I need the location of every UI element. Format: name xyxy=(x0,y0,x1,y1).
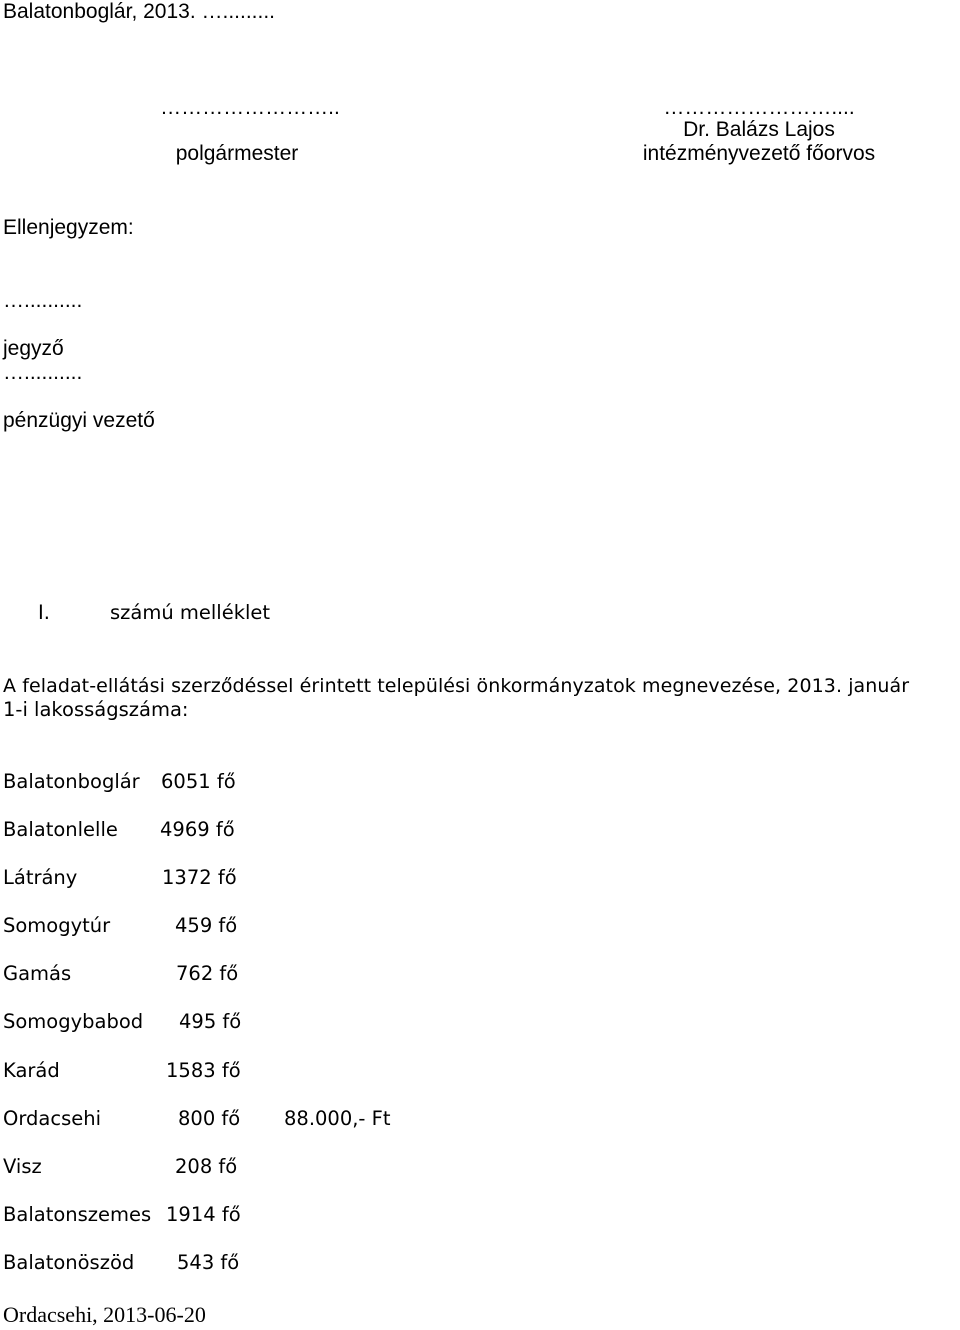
settlement-population: 762 fő xyxy=(176,962,239,985)
settlement-row xyxy=(0,1251,960,1277)
settlement-row xyxy=(0,914,960,940)
settlement-row xyxy=(0,1203,960,1229)
director-role: intézményvezető főorvos xyxy=(642,142,876,165)
left-signature-dots: …………………….. xyxy=(160,96,340,119)
director-name: Dr. Balázs Lajos xyxy=(683,118,835,141)
settlement-name: Balatonlelle xyxy=(3,818,118,841)
settlement-row xyxy=(0,1107,960,1133)
settlement-population: 1914 fő xyxy=(166,1203,241,1226)
settlement-fee: 88.000,- Ft xyxy=(284,1107,391,1130)
settlement-population: 1372 fő xyxy=(162,866,237,889)
annex-title: számú melléklet xyxy=(110,601,271,624)
settlement-row xyxy=(0,1155,960,1181)
finance-dots: ….......... xyxy=(3,361,83,384)
countersign-label: Ellenjegyzem: xyxy=(3,216,134,239)
settlement-row xyxy=(0,818,960,844)
settlement-population: 800 fő xyxy=(178,1107,241,1130)
settlement-row xyxy=(0,1010,960,1036)
footer-place-date: Ordacsehi, 2013-06-20 xyxy=(3,1302,206,1327)
settlement-population: 543 fő xyxy=(177,1251,240,1274)
finance-role: pénzügyi vezető xyxy=(3,409,155,432)
settlement-row xyxy=(0,866,960,892)
settlement-name: Látrány xyxy=(3,866,78,889)
settlement-name: Karád xyxy=(3,1059,60,1082)
settlement-row xyxy=(0,770,960,796)
mayor-role: polgármester xyxy=(175,142,299,165)
settlement-name: Gamás xyxy=(3,962,72,985)
settlement-name: Balatonöszöd xyxy=(3,1251,135,1274)
notary-dots: ….......... xyxy=(3,289,83,312)
settlement-population: 4969 fő xyxy=(160,818,235,841)
settlement-name: Balatonboglár xyxy=(3,770,140,793)
right-signature-dots: …………………….... xyxy=(663,96,855,119)
settlement-population: 495 fő xyxy=(179,1010,242,1033)
settlement-name: Visz xyxy=(3,1155,42,1178)
settlement-population: 1583 fő xyxy=(166,1059,241,1082)
settlement-name: Ordacsehi xyxy=(3,1107,102,1130)
settlement-name: Somogybabod xyxy=(3,1010,144,1033)
annex-number: I. xyxy=(38,601,50,624)
notary-role: jegyző xyxy=(3,337,64,360)
settlement-population: 459 fő xyxy=(175,914,238,937)
annex-description-line1: A feladat-ellátási szerződéssel érintett települési önkormányzatok megnevezése, 2013. január xyxy=(3,675,910,697)
settlement-population: 6051 fő xyxy=(161,770,236,793)
place-date: Balatonboglár, 2013. …......... xyxy=(3,0,276,23)
settlement-row xyxy=(0,1059,960,1085)
settlement-row xyxy=(0,962,960,988)
settlement-population: 208 fő xyxy=(175,1155,238,1178)
settlement-name: Somogytúr xyxy=(3,914,111,937)
annex-description-line2: 1-i lakosságszáma: xyxy=(3,698,189,721)
settlement-name: Balatonszemes xyxy=(3,1203,152,1226)
